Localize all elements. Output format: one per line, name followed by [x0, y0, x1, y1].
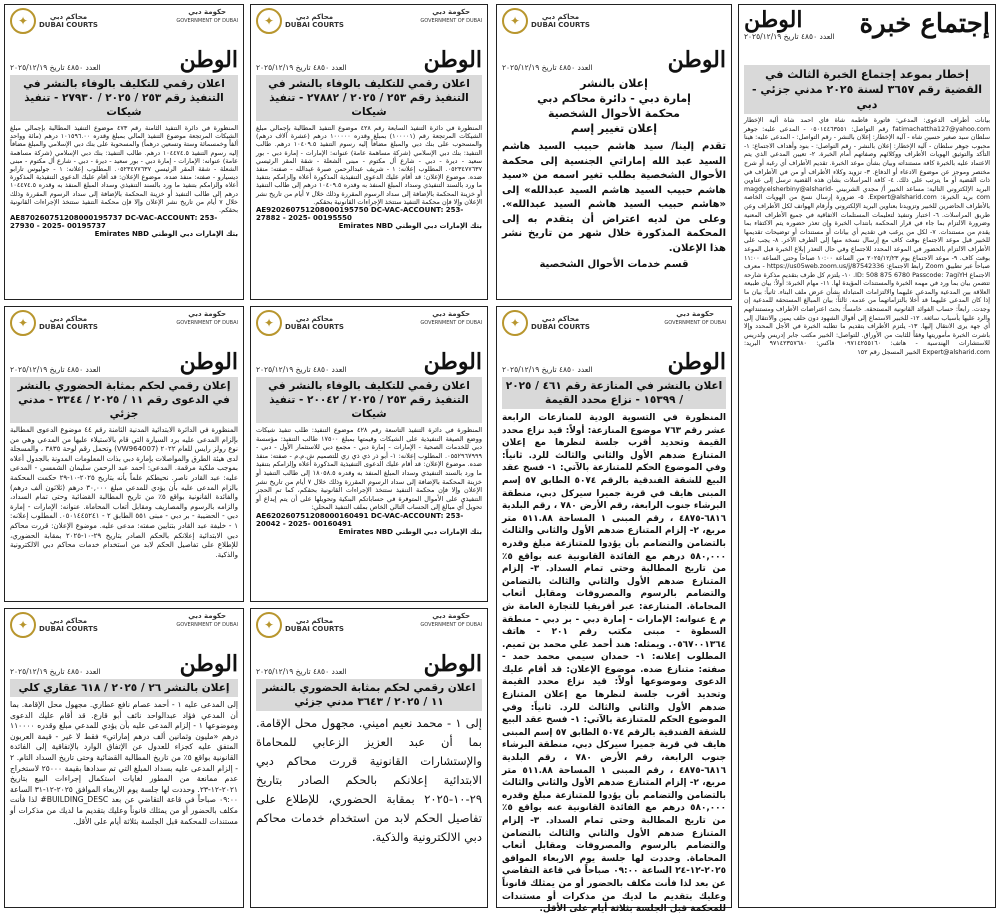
ad-title: اعلان بالنشر في المنازعة رقم ٤٦١ / ٢٠٢٥ / ١٥٣٩٩ - نزاع محدد القيمة: [502, 377, 726, 409]
issue-line: العدد ٤٨٥٠ تاريخ ٢٠٢٥/١٢/١٩: [744, 32, 835, 41]
courts-ar: محاكم دبي: [541, 13, 580, 21]
courts-ar: محاكم دبي: [49, 315, 88, 323]
judgment-ad-3344: [4, 306, 244, 602]
ad-title: اعلان رقمي لحكم بمثابة الحضوري بالنشر ١١ / ٢٠٢٥ / ٣٦٤٣ مدني جزئي: [256, 679, 482, 711]
emblem-icon: ✦: [502, 8, 528, 34]
gov-en: GOVERNMENT OF DUBAI: [664, 320, 726, 326]
ad-body: بيانات أطراف الدعوى: المدعي: فاتورة فاطمة شاة فاي احمد شاة ألية الإخطار fatimachattha127@yahoo.com رقم التواصل: ٠٥٠١٤٤٦٣٥٥١ - المدعى عليه: جوهر سلطان سيد صغير حسين شاه - آلية الإخطار: إعلان بالنشر - رقم التواصل: - المدعى عليه: هينا محبوب جوهر سلطان - آلية الإخطار: إعلان بالنشر - رقم التواصل: - بنود وأهداف الاجتماع: ١- التأكد والتوثيق الهويات الأطراف ووكلائهم وصفاتهم أمام الخبرة. ٢- تعيين المدعي الذي يتم الاعتماد عليه بالخبرة كافة مستنداته وبيان بشأن موعد الخبرة. تقديم الأطراف أي رغبة أو شرح مختصر وموجز عن موضوع الادعاء أو الدفاع. ٣- تزويد وكلاء الأطراف أو من في الأطراف في ذات القضية أو ما يترتب على ذلك. ٤- كافة المراسلات بشأن هذه القضية ترسل إلى عناوين البريد الإلكتروني التالية: مساعد الخبير أ/ مجدي الشربيني magdy.elsherbiny@alsharid-com بريد الخبرة: Expert@alsharid.com. ٥- ضرورة إرسال نسخ من الهويات الخاصة بالأطراف الحاضرين للخبير وتزويدنا بعناوين البريد الإلكتروني وأرقام الهواتف لكل الأطراف وعن طريق المراسلات. ٦- اختبار وتنفيذ لتعليمات المستلمات الاتفاقية في جميع الأطراف المعنية وضرورة الالتزام بما جاء في قرار المحكمة بانتداب الخبرة وإن تعذر حضوره يتم الاكتفاء بما يقدم من مستندات. ٧- لكل من يرغب في تقديم أي بيانات أو مستندات أو توضيحات تقديمها للخبير قبل موعد الاجتماع بوقت كاف مع إرسال نسخة منها إلى الطرف الآخر. ٨- يجب على الأطراف الالتزام بالحضور في الموعد المحدد للاجتماع وفي حال التعذر إبلاغ الخبرة قبل الموعد بوقت كاف. ٩- موعد الاجتماع يوم ٢٠٢٥/١٢/٢٣ من الساعة ١٠:٠٠ صباحاً وحتى الساعة ١١:٠٠ صباحاً عبر تطبيق Zoom رابط الاجتماع: https://us05web.zoom.us/j/87542336 - معرف الاجتماع ID: 508 875 6780 Passcode: 7agiYH. ١٠- يلتزم كل طرف بتقديم مذكرة شارحة تتضمن بيان بما ورد في مهمة الخبرة والمستندات المؤيدة لها. ١١- مهام الخبرة: أولاً: بيان طبيعة العلاقة بين المدعية والمدعى عليهما والالتزامات المتبادلة بشأن عرض ملف البناء. ثانياً: بيان ما إذا كان المدعى عليهما قد أخلا بالتزاماتهما من عدمه. ثالثاً: بيان المبالغ المستحقة للمدعية إن وجدت. رابعاً: حساب الفوائد القانونية المستحقة. خامساً: بحث اعتراضات الأطراف ومستنداتهم والرد عليها بأسباب سائغة. ١٢- للخبير الاستماع إلى أقوال الشهود دون حلف يمين والانتقال إلى أي جهة يرى الانتقال إليها. ١٣- يلتزم الأطراف بتقديم ما تطلبه الخبرة في الأجل المحدد وإلا باشرت الخبرة مأموريتها وفقاً للثابت من الأوراق. للتواصل: الخبير مكتب جابر إدريس ولدريس للاستشارات الهندسية - هاتف: ٠٩٧١٤٢٥٥١٦٠ فاكس: ٩٧١٤٢٣٥٧٦٨٠ البريد: Expert@alsharid.com الخبير المسجل رقم ١٥٢: [744, 117, 991, 357]
heading-emirate: إمارة دبي - دائرة محاكم دبي: [537, 92, 691, 105]
courts-en: DUBAI COURTS: [531, 323, 590, 331]
bank-name: بنك الإمارات دبي الوطني Emirates NBD: [94, 230, 238, 239]
heading-court: محكمة الأحوال الشخصية: [548, 107, 680, 120]
account-number: AE620260751208000160491 DC-VAC-ACCOUNT: 253- 20042 - 2025- 00160491: [256, 511, 464, 528]
masthead: الوطن: [667, 47, 726, 73]
execution-ad-27882: [250, 4, 488, 300]
issue-line: العدد ٤٨٥٠ تاريخ ٢٠٢٥/١٢/١٩: [10, 365, 101, 374]
gov-ar: حكومة دبي: [676, 310, 715, 318]
masthead: الوطن: [179, 47, 238, 73]
name-change-ad: [496, 4, 732, 300]
issue-line: العدد ٤٨٥٠ تاريخ ٢٠٢٥/١٢/١٩: [502, 63, 593, 72]
ad-title: اعلان رقمي للتكليف بالوفاء بالنشر في التنفيذ رقم ٢٥٣ / ٢٠٢٥ / ٢٠٠٤٢ - تنفيذ شيكات: [256, 377, 482, 423]
heading-name-change: إعلان تغيير إسم: [570, 122, 658, 135]
gov-ar: حكومة دبي: [188, 310, 227, 318]
masthead: الوطن: [744, 7, 803, 33]
gov-ar: حكومة دبي: [188, 612, 227, 620]
courts-en: DUBAI COURTS: [39, 21, 98, 29]
issue-line: العدد ٤٨٥٠ تاريخ ٢٠٢٥/١٢/١٩: [256, 63, 347, 72]
gov-ar: حكومة دبي: [432, 310, 471, 318]
courts-en: DUBAI COURTS: [285, 625, 344, 633]
masthead: الوطن: [423, 47, 482, 73]
gov-ar: حكومة دبي: [188, 8, 227, 16]
account-number: AE920260751208000195750 DC-VAC-ACCOUNT: 253- 27882 - 2025- 00195550: [256, 206, 464, 223]
gov-en: GOVERNMENT OF DUBAI: [176, 622, 238, 628]
ad-title: اعلان رقمي للتكليف بالوفاء بالنشر في التنفيذ رقم ٢٥٣ / ٢٠٢٥ / ٢٧٩٣٠ - تنفيذ شيكات: [10, 75, 238, 121]
emblem-icon: ✦: [10, 8, 36, 34]
ad-body: إلى المدعى عليه ١ - أحمد عصام نافع عطاري. مجهول محل الإقامة. بما أن المدعي فؤاد عبدالواحد نائف أبو قارع. قد أقام عليك الدعوى وموضوعها ١ - إلزام المدعى عليه بأن يؤدي للمدعي مبلغ وقدره ١١٠٠٠٠ درهم «مليون وثمانين ألف درهم إماراتي» فقط لا غير - قيمة العربون المتفق عليه كجزاء للعدول عن الإتفاق الوارد بالإتفاقية إلى الفائدة القانونية بواقع ٥٪ من تاريخ المطالبة القضائية وحتى تاريخ السداد التام. ٢ - إلزام المدعى عليه بسداد المبلغ التي تم سدادها بقيمة ٢٥٠٠٠ لاستخراج عدم ممانعة من المطور لغايات استكمال إجراءات البيع بتاريخ ٢٠٢١-١٢-٢٣. وحددت لها جلسة يوم الاربعاء الموافق ٢٠٢٥-١٢-٣١ الساعة ٠٩:٠٠ صباحاً في قاعة التقاضي عن بعد BUILDING_DESC# لذا فأنت مكلف بالحضور أو من يمثلك قانوناً وعليك بتقديم ما لديك من مذكرات أو مستندات للمحكمة قبل الجلسة بثلاثة أيام على الأقل.: [10, 700, 239, 826]
bank-name: بنك الإمارات دبي الوطني Emirates NBD: [338, 527, 482, 536]
ad-body: المنظورة في الدائرة الابتدائية المدنية الثامنة رقم ٤٤ موضوع الدعوى المطالبة بإلزام المدعى عليه برد السيارة التي قام بالاستيلاء عليها من المدعي وهي من نوع رولز رايس للعام ٢٠٢٢ (VW964007) وتحمل رقم لوحة ٣٨٣٥ ، والمسجلة لدى هيئة الطرق والمواصلات بإمارة دبي بذات المعلومات المدونة بالجدول أعلاه بموجب ملكية مرقمة. المدعي: أحمد عبد الرحمن سليمان الشمسي - المدعى عليه: عبد القادر ناصر. نحيطكم علماً بأنه بتاريخ ٢٠٢٥-١٠-٢٩ حكمت المحكمة بالزام المدعى عليه بأن يؤدي للمدعي مبلغ ٣٠,٠٠٠ درهم (ثلاثون ألف درهم) والفائدة القانونية بواقع ٥٪ من تاريخ المطالبة القضائية وحتى تمام السداد، والزامه بالرسوم والمصاريف ومقابل أتعاب المحاماة. عنوانه: الإمارات - إمارة دبي - الحضيبة - بر دبي - مبنى ٥٥١ الطابق ٢ - ٠٥٠١٤٤٥٢٤١. المطلوب إعلانه: ١ - خليفة عبد القادر بتنايين صفته: مدعى عليه. موضوع الإعلان: قررت محاكم دبي الابتدائية إعلانكم بالحكم الصادر بتاريخ ٢٩-١٠-٢٠٢٥ بمقابة الحضوري، للإطلاع على تفاصيل الحكم لابد من استخدام خدمات محاكم دبي الالكترونية والذكية.: [10, 426, 239, 559]
account-number: AE870260751208000195737 DC-VAC-ACCOUNT: 253- 27930 - 2025- 00195737: [10, 214, 218, 231]
ad-body: إلى ١ - محمد نعيم اميني. مجهول محل الإقامة. بما أن عبد العزيز الزعابي للمحاماة والإستشارات القانونية قررت محاكم دبي الابتدائية إعلانكم بالحكم الصادر بتاريخ ٢٩-١٠-٢٠٢٥ بمقابة الحضوري، للإطلاع على تفاصيل الحكم لابد من استخدام خدمات محاكم دبي الالكترونية والذكية.: [256, 716, 483, 844]
ad-title: إعلان رقمي لحكم بمثابة الحضوري بالنشر في الدعوى رقم ١١ / ٢٠٢٥ / ٣٣٤٤ - مدني جزئي: [10, 377, 238, 423]
gov-ar: حكومة دبي: [432, 8, 471, 16]
gov-en: GOVERNMENT OF DUBAI: [420, 18, 482, 24]
courts-en: DUBAI COURTS: [531, 21, 590, 29]
execution-ad-27930: [4, 4, 244, 300]
dispute-ad: [496, 306, 732, 915]
courts-en: DUBAI COURTS: [285, 323, 344, 331]
emblem-icon: ✦: [256, 8, 282, 34]
ad-body: المنظورة في دائرة التنفيذ التاسعة رقم ٤٢٨ موضوع التنفيذ: طلب تنفيذ شيكات ووضع الصيغة التنفيذية على الشيكات وقيمتها بمبلغ ١٧٥٠٠ طالب التنفيذ: مؤسسة دبي للخدمات الصحية - الإمارات - إمارة دبي - مجمع دبي للاستثمار الأول - دبي - ٠٥٥٢٩٦٧٩٩٩. المطلوب إعلانه: ١- أبو ذر ذي ذي زي للتصميم ش.م.م - صفته: منفذ ضده. موضوع الإعلان: قد أقام عليك الدعوى التنفيذية المذكورة أعلاه وإلزامكم بتنفيذ ما ورد بالسند التنفيذي وسداد المبلغ المنفذ به وقدره ١٨٠٥٨.٥ إلى طالب التنفيذ أو خزينة المحكمة بالإضافة إلى سداد الرسوم المقررة وذلك خلال ٧ أيام من تاريخ نشر الإعلان وإلا فإن محكمة التنفيذ ستتخذ الإجراءات القانونية بحقكم، كما تم الحجز التنفيذي على الأموال المتوفرة في حساباتكم البنكية وتحويلها على أن يتم إيداع أو تحويل أي مبالغ إلى الحساب التالي الخاص بملف التنفيذ المحلي:: [256, 426, 482, 512]
gov-ar: حكومة دبي: [432, 612, 471, 620]
issue-line: العدد ٤٨٥٠ تاريخ ٢٠٢٥/١٢/١٩: [10, 63, 101, 72]
courts-ar: محاكم دبي: [49, 13, 88, 21]
courts-ar: محاكم دبي: [295, 315, 334, 323]
issue-line: العدد ٤٨٥٠ تاريخ ٢٠٢٥/١٢/١٩: [256, 365, 347, 374]
masthead: الوطن: [667, 349, 726, 375]
ad-title: إخطار بموعد إجتماع الخبرة الثالث في القضية رقم ٣٦٥٧ لسنة ٢٠٢٥ مدني جزئي - دبي: [744, 65, 990, 114]
ad-body: تقدم إلينا/ سيد هاشم حبيب السيد هاشم السيد عبد الله إماراتي الجنسية إلى محكمة الأحوال الشخصية بطلب تغير اسمه من «سيد هاشم حبيب السيد هاشم السيد عبدالله» إلى «هاشم حبيب السيد هاشم السيد عبدالله». وعلى من لديه اعتراض أن يتقدم به إلى المحكمة المذكورة خلال شهر من تاريخ نشر هذا الإعلان.: [502, 141, 726, 254]
courts-ar: محاكم دبي: [295, 13, 334, 21]
courts-en: DUBAI COURTS: [39, 625, 98, 633]
emblem-icon: ✦: [256, 310, 282, 336]
expert-meeting-ad: [738, 4, 996, 908]
gov-en: GOVERNMENT OF DUBAI: [420, 320, 482, 326]
courts-en: DUBAI COURTS: [285, 21, 344, 29]
courts-en: DUBAI COURTS: [39, 323, 98, 331]
heading-announcement: إعلان بالنشر: [580, 77, 648, 90]
ad-body: المنظورة في التسوية الودية للمنازعات الرابعة عشر رقم ٧٦٣ موضوع المنازعة: أولاً: قيد نزاع محدد القيمة وتحديد أقرب جلسة لنظرها مع إعلان المتنازع ضدهم الأول والثاني والثالث للرد. ثانياً: وفي الموضوع الحكم للمتنازعة بالآتي: ١- فسخ عقد البيع للشقة الفندقية بالرقم ٥٠٧٤ الطابق ٥٧ إسم المبنى هايف في قرية جميرا سيركل دبي، منطقة البرشاء جنوب الرابعة، رقم الأرض ٧٨٠ ، رقم البلدية ٦٨١٦-٤٨٧٥ ، رقم المبنى ١ المساحة ٥١١.٨٨ متر مربع، ٢- إلزام المتنازع ضدهم الأول والثاني والثالث بالتضامن والتضامم بأن يؤدوا للمتنازعة مبلغ وقدره ٥٨٠,٠٠٠ درهم مع الفائدة القانونية عنه بواقع ٥٪ من تاريخ المطالبة وحتى تمام السداد. ٣- إلزام المتنازع ضدهم الأول والثاني والثالث بالتضامن والتضامم بالرسوم والمصروفات ومقابل أتعاب المحاماة. المتنازعة: عبر أفريقيا للتجارة العامة ش م ع عنوانه: الإمارات - إمارة دبي - بر دبي - منطقة السطوة - مبنى مكتب رقم ٢٠١ - هاتف ٠٥٦٧٠٠١٣٦٤. ويمثله: هند أحمد علي محمد بن تميم. المطلوب إعلانه: ١- حمدان سيمي محمد حمد - صفته: متنازع ضده. موضوع الإعلان: قد أقام عليك الدعوى وموضوعها أولاً: قيد نزاع محدد القيمة وتحديد أقرب جلسة لنظرها مع إعلان المتنازع ضدهم الأول والثاني والثالث للرد. ثانياً: وفي الموضوع الحكم للمتنازعة بالآتي: ١- فسخ عقد البيع للشقة الفندقية بالرقم ٥٠٧٤ الطابق ٥٧ إسم المبنى هايف في قرية جميرا سيركل دبي، منطقة البرشاء جنوب الرابعة، رقم الأرض ٧٨٠ ، رقم البلدية ٦٨١٦-٤٨٧٥ ، رقم المبنى ١ المساحة ٥١١.٨٨ متر مربع، ٢- إلزام المتنازع ضدهم الأول والثاني والثالث بالتضامن والتضامم بأن يؤدوا للمتنازعة مبلغ وقدره ٥٨٠,٠٠٠ درهم مع الفائدة القانونية عنه بواقع ٥٪ من تاريخ المطالبة وحتى تمام السداد. ٣- إلزام المتنازع ضدهم الأول والثاني والثالث بالتضامن والتضامم بالرسوم والمصروفات ومقابل أتعاب المحاماة. وحددت لها جلسة يوم الاربعاء الموافق ٢٠٢٥-١٢-٢٤ الساعة ٠٩:٠٠ صباحاً في قاعة التقاضي عن بعد لذا فأنت مكلف بالحضور أو من يمثلك قانوناً وعليك بتقديم ما لديك من مذكرات أو مستندات للمحكمة قبل الجلسة بثلاثة أيام على الأقل.: [502, 413, 727, 915]
courts-ar: محاكم دبي: [295, 617, 334, 625]
courts-ar: محاكم دبي: [541, 315, 580, 323]
ad-title: اعلان رقمي للتكليف بالوفاء بالنشر في التنفيذ رقم ٢٥٣ / ٢٠٢٥ / ٢٧٨٨٢ - تنفيذ شيكات: [256, 75, 482, 121]
judgment-ad-3643: [250, 608, 488, 908]
emblem-icon: ✦: [502, 310, 528, 336]
masthead: الوطن: [423, 651, 482, 677]
gov-en: GOVERNMENT OF DUBAI: [420, 622, 482, 628]
emblem-icon: ✦: [256, 612, 282, 638]
masthead: الوطن: [423, 349, 482, 375]
courts-ar: محاكم دبي: [49, 617, 88, 625]
ad-body: المنظورة في دائرة التنفيذ السابعة رقم ٤٢٨ موضوع التنفيذ المطالبة بإجمالي مبلغ الشيكات المرتجعة رقم (١٠٠٠٠١) بمبلغ وقدره ١٠٠٠٠٠ درهم (عشرة آلاف درهم) والمسحوب على بنك دبي والمبلغ مضافاً إليه رسوم التنفيذ ١٠٤٠٩.٥ درهم. طالب التنفيذ: بنك دبي الإسلامي (شركة مساهمة عامة) عنوانه: الإمارات - إمارة دبي - بور سعيد - ديرة - دبي - شارع أل مكتوم - مبنى الشعلة - شقة المقر الرئيسي ٠٥٢٣٤٧٧٦٣٧. المطلوب إعلانه: ١ - شريف عبدالرحمن صبرة عبدالله - صفته: منفذ ضده. موضوع الإعلان: قد أقام عليك الدعوى التنفيذية المذكورة أعلاه وإلزامكم بتنفيذ ما ورد بالسند التنفيذي وسداد المبلغ المنفذ به وقدره ١٠٤٠٩.٥ درهم إلى طالب التنفيذ أو خزينة المحكمة بالإضافة إلى سداد الرسوم المقررة وذلك خلال ٧ أيام من تاريخ نشر الإعلان وإلا فإن محكمة التنفيذ ستتخذ الإجراءات القانونية بحقكم.: [256, 124, 483, 206]
masthead: الوطن: [179, 651, 238, 677]
ad-footer: قسم خدمات الأحوال الشخصية: [539, 259, 689, 270]
gov-en: GOVERNMENT OF DUBAI: [176, 320, 238, 326]
real-estate-ad: [4, 608, 244, 908]
issue-line: العدد ٤٨٥٠ تاريخ ٢٠٢٥/١٢/١٩: [502, 365, 593, 374]
banner-title: إجتماع خبرة: [859, 9, 990, 39]
ad-title: إعلان بالنشر ٢٦ / ٢٠٢٥ / ٦١٨ عقاري كلي: [10, 679, 238, 697]
bank-name: بنك الإمارات دبي الوطني Emirates NBD: [338, 222, 482, 231]
emblem-icon: ✦: [10, 612, 36, 638]
issue-line: العدد ٤٨٥٠ تاريخ ٢٠٢٥/١٢/١٩: [10, 667, 101, 676]
gov-en: GOVERNMENT OF DUBAI: [176, 18, 238, 24]
issue-line: العدد ٤٨٥٠ تاريخ ٢٠٢٥/١٢/١٩: [256, 667, 347, 676]
execution-ad-20042: [250, 306, 488, 602]
masthead: الوطن: [179, 349, 238, 375]
emblem-icon: ✦: [10, 310, 36, 336]
ad-body: المنظورة في دائرة التنفيذ الثامنة رقم ٤٧٣ موضوع التنفيذ المطالبة بإجمالي مبلغ الشيكات المرتجعة موضوع التنفيذ المالي بمبلغ وقدره ١٠١٥٩٦.٠٠ درهم (مائة وواحد ألفاً وخمسمائة وستة وتسعين درهماً) والمسحوبة على بنك دبي الإسلامي والمبلغ مضافاً إليه رسوم التنفيذ ١٠٤٤٧٤.٥ درهم. طالب التنفيذ: بنك دبي الإسلامي (شركة مساهمة عامة) عنوانه: الإمارات - إمارة دبي - بور سعيد - ديرة - دبي - شارع أل مكتوم - مبنى الشعلة - شقة المقر الرئيسي ٠٥٢٣٤٧٧٦٣٧. المطلوب إعلانه: ١ - جوليوس تارابو ديسيارو - صفته: منفذ ضده. موضوع الإعلان: قد أقام عليك الدعوى التنفيذية المذكورة أعلاه وإلزامكم بتنفيذ ما ورد بالسند التنفيذي وسداد المبلغ المنفذ به وقدره ١٠٤٤٧٤.٥ درهم إلى طالب التنفيذ أو خزينة المحكمة بالإضافة إلى سداد الرسوم المقررة وذلك خلال ٧ أيام من تاريخ نشر الإعلان وإلا فإن محكمة التنفيذ ستتخذ الإجراءات القانونية بحقكم.: [10, 124, 238, 215]
